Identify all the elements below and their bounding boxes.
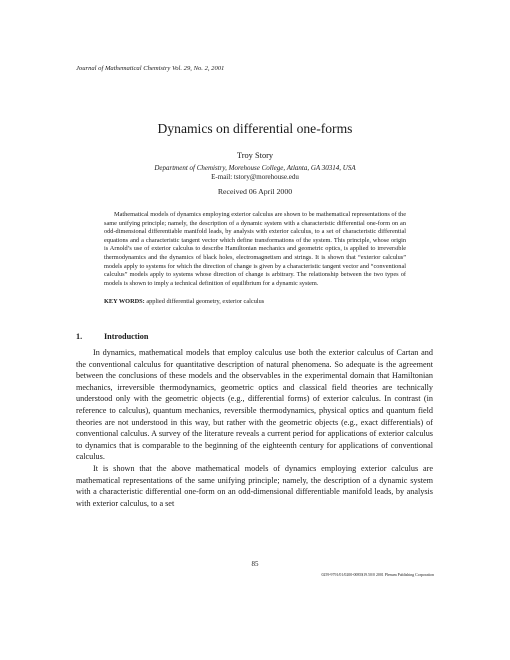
section-number: 1. [76,332,83,341]
page-number: 85 [251,560,259,568]
author-email: E-mail: tstory@morehouse.edu [211,173,299,181]
keywords-label: KEY WORDS: [104,298,145,305]
abstract-text: Mathematical models of dynamics employing exterior calculus are shown to be mathematical representations of the same unifying principle; namely, the description of a dynamic system with a characteristic differential one-form on an odd-dimensional differentiable manifold leads, by analysis with exterior calculus, to a set of characteristic differential equations and a characteristic tangent vector which define transformations of the system. This principle, whose origin is Arnold’s use of exterior calculus to describe Hamiltonian mechanics and geometric optics, is applied to irreversible thermodynamics and the dynamics of black holes, electromagnetism and strings. It is shown that “exterior calculus” models apply to systems for which the direction of change is given by a characteristic tangent vector and “conventional calculus” models apply to systems whose direction of change is arbitrary. The relationship between the two types of models is shown to imply a technical definition of equilibrium for a dynamic system. [104,211,406,287]
keywords-value: applied differential geometry, exterior calculus [146,298,265,305]
body-paragraph: It is shown that the above mathematical models of dynamics employing exterior calculus are mathematical representations of the same unifying principle; namely, the description of a dynamic system with a characteristic differential one-form on an odd-dimensional differentiable manifold leads, by analysis with exterior calculus, to a set [76,463,433,508]
journal-citation: Journal of Mathematical Chemistry Vol. 29, No. 2, 2001 [76,65,225,72]
copyright-line: 0259-9791/01/0200-0085$19.50/0 2001 Plenum Publishing Corporation [321,573,434,577]
section-title: Introduction [104,332,149,341]
author-affiliation: Department of Chemistry, Morehouse College, Atlanta, GA 30314, USA [154,164,356,172]
section-heading [76,332,148,341]
abstract [104,211,406,288]
body-paragraph: In dynamics, mathematical models that employ calculus use both the exterior calculus of Cartan and the conventional calculus for quantitative description of natural phenomena. So adequate is the agreement between the conclusions of these models and the observables in the experimental domain that Hamiltonian mechanics, irreversible thermodynamics, geometric optics and classical field theories are technically understood only with the geometric objects (e.g., differential forms) of exterior calculus. In contrast (in reference to calculus), quantum mechanics, reversible thermodynamics, physical optics and quantum field theories are not understood in this way, but rather with the geometric objects (e.g., exact differentials) of conventional calculus. A survey of the literature reveals a current period for applications of exterior calculus to dynamics that is comparable to the beginning of the eighteenth century for applications of conventional calculus. [76,348,433,462]
section-body [76,347,433,509]
article-author: Troy Story [236,151,274,160]
keywords [104,298,406,305]
article-title: Dynamics on differential one-forms [157,121,353,136]
received-date: Received 06 April 2000 [217,187,293,196]
